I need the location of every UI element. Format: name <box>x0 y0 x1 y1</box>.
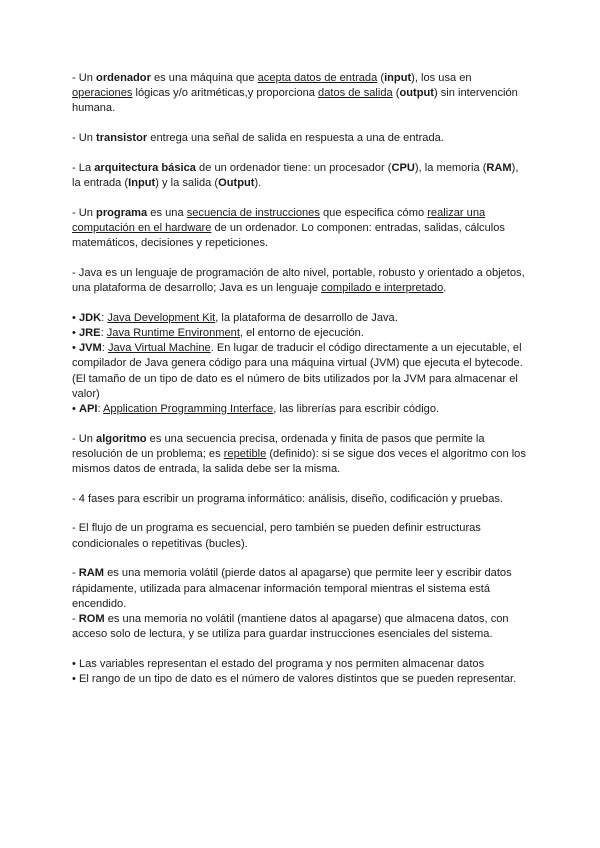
text: - Un <box>72 432 97 445</box>
underlined-text: realizar una computación en el hardware <box>72 206 486 234</box>
text: - Un <box>72 206 97 219</box>
bullet: • <box>72 311 79 324</box>
java-terms-list <box>72 311 530 417</box>
paragraph-transistor <box>72 131 530 146</box>
term-programa: programa <box>96 206 148 219</box>
term-rom: ROM <box>78 612 105 625</box>
bullet: • <box>72 326 79 339</box>
underlined-text: operaciones <box>72 87 133 100</box>
paragraph-java <box>72 266 530 296</box>
text: es una memoria no volátil (mantiene datos al apagarse) que almacena datos, con acceso solo de lectura, y se utiliza para guardar instrucciones esenciales del sistema. <box>72 612 509 641</box>
term-api: API <box>78 402 98 415</box>
text: . En lugar de traducir el código directamente a un ejecutable, el compilador de Java genera código para una máquina virtual (JVM) que ejecuta el bytecode. (El tamaño de un tipo de dato es el número de bits utilizados por la JVM para almacenar el valor) <box>72 342 523 400</box>
list-item-jdk <box>72 311 530 326</box>
text: : <box>101 342 108 355</box>
underlined-text: secuencia de instrucciones <box>186 206 320 219</box>
text: : <box>97 402 104 415</box>
text: - <box>72 612 79 625</box>
underlined-text: repetible <box>223 447 267 460</box>
text: ), la memoria ( <box>414 161 487 174</box>
underlined-text: Java Virtual Machine <box>107 342 211 355</box>
term-jvm: JVM <box>78 342 102 355</box>
term-jre: JRE <box>78 326 101 339</box>
text: ), los usa en <box>411 72 472 84</box>
term-input: input <box>384 72 412 84</box>
text: - Un <box>72 132 97 145</box>
paragraph-rom <box>72 612 530 642</box>
term-ordenador: ordenador <box>96 72 151 84</box>
paragraph-algoritmo <box>72 432 530 478</box>
text: , las librerías para escribir código. <box>273 402 440 415</box>
text: : <box>100 326 107 339</box>
text: ( <box>392 87 400 100</box>
text: es una máquina que <box>150 72 258 84</box>
underlined-text: Java Development Kit <box>107 311 216 324</box>
text: es una memoria volátil (pierde datos al apagarse) que permite leer y escribir datos rápidamente, utilizada para almacenar información temporal mientras el sistema está encendido. <box>72 567 512 610</box>
text: , el entorno de ejecución. <box>239 326 364 339</box>
text: de un ordenador. Lo componen: entradas, salidas, cálculos matemáticos, decisiones y repeticiones. <box>72 221 505 250</box>
term-output: output <box>399 87 434 100</box>
list-item-jre <box>72 326 530 341</box>
text: (definido): si se sigue dos veces el algoritmo con los mismos datos de entrada, la salida debe ser la misma. <box>72 447 526 476</box>
text: - <box>72 567 79 580</box>
term-output: Output <box>218 177 255 190</box>
text: . <box>443 282 447 295</box>
term-arquitectura: arquitectura básica <box>94 161 196 174</box>
underlined-text: compilado e interpretado <box>321 282 444 295</box>
memory-section <box>72 566 530 642</box>
underlined-text: datos de salida <box>318 87 393 100</box>
text: entrega una señal de salida en respuesta a una de entrada. <box>147 132 444 145</box>
paragraph-programa <box>72 206 530 252</box>
text: de un ordenador tiene: un procesador ( <box>195 161 392 174</box>
term-cpu: CPU <box>391 161 415 174</box>
bullet: • <box>72 402 79 415</box>
text: ( <box>377 72 385 84</box>
term-ram: RAM <box>78 567 105 580</box>
variables-list <box>72 657 530 687</box>
list-item-variables: • Las variables representan el estado del programa y nos permiten almacenar datos <box>72 657 485 670</box>
term-jdk: JDK <box>78 311 102 324</box>
term-transistor: transistor <box>96 132 148 145</box>
list-item-jvm <box>72 341 530 402</box>
paragraph-ram <box>72 566 530 612</box>
term-input: Input <box>128 177 156 190</box>
underlined-text: Application Programming Interface <box>103 402 274 415</box>
paragraph-ordenador <box>72 71 530 117</box>
paragraph-fases: - 4 fases para escribir un programa informático: análisis, diseño, codificación y pruebas. <box>72 492 504 505</box>
text: ), la entrada ( <box>72 161 519 190</box>
underlined-text: acepta datos de entrada <box>257 72 378 84</box>
text: lógicas y/o aritméticas,y proporciona <box>132 87 319 100</box>
text: es una <box>147 206 187 219</box>
text: - La <box>72 161 95 174</box>
list-item-rango: • El rango de un tipo de dato es el número de valores distintos que se pueden representar. <box>72 673 517 686</box>
text: - Java es un lenguaje de programación de alto nivel, portable, robusto y orientado a objetos, una plataforma de desarrollo; Java es un lenguaje <box>72 266 525 295</box>
paragraph-arquitectura <box>72 161 530 191</box>
bullet: • <box>72 342 79 355</box>
text: , la plataforma de desarrollo de Java. <box>215 311 398 324</box>
paragraph-flujo: - El flujo de un programa es secuencial, pero también se pueden definir estructuras condicionales o repetitivas (bucles). <box>72 522 481 550</box>
text: es una secuencia precisa, ordenada y finita de pasos que permite la resolución de un problema; es <box>72 432 485 460</box>
text: - Un <box>72 72 97 84</box>
list-item-api <box>72 402 530 417</box>
term-ram: RAM <box>486 161 512 174</box>
text: : <box>101 311 108 324</box>
underlined-text: Java Runtime Environment <box>106 326 240 339</box>
text: ) y la salida ( <box>155 177 219 190</box>
term-algoritmo: algoritmo <box>96 432 147 445</box>
text: ). <box>254 177 262 190</box>
text: que especifica cómo <box>319 206 428 219</box>
text: ) sin intervención humana. <box>72 87 518 115</box>
